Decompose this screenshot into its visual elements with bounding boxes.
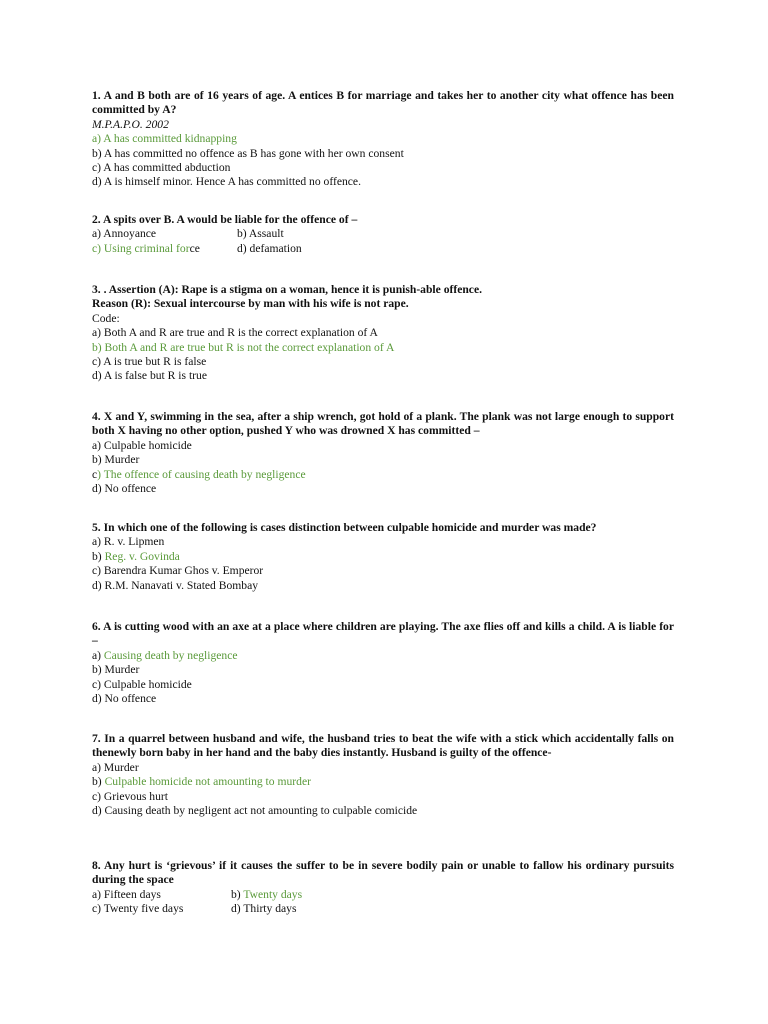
- option-c-green-part: c) Using criminal for: [92, 241, 190, 255]
- option-b: [92, 775, 674, 789]
- option-b-green-part: Reg. v. Govinda: [104, 549, 180, 563]
- option-a: [92, 649, 674, 663]
- option-a: a) Both A and R are true and R is the correct explanation of A: [92, 326, 378, 340]
- question-stem: 2. A spits over B. A would be liable for the offence of –: [92, 213, 358, 226]
- option-d: d) No offence: [92, 692, 157, 706]
- options-row: [92, 242, 674, 256]
- option-d: d) A is himself minor. Hence A has committed no offence.: [92, 175, 361, 189]
- options-row: [92, 227, 674, 241]
- option-d: d) Causing death by negligent act not amounting to culpable comicide: [92, 804, 418, 818]
- option-b: [231, 888, 302, 902]
- option-d: d) No offence: [92, 482, 157, 496]
- option-a: a) Fifteen days: [92, 887, 161, 901]
- options-row: [92, 888, 674, 902]
- question-3: [92, 283, 674, 384]
- option-d: d) A is false but R is true: [92, 369, 207, 383]
- question-2: [92, 213, 674, 256]
- option-d: d) Thirty days: [231, 902, 297, 916]
- question-8: [92, 859, 674, 917]
- option-b-plain-part: b): [92, 549, 105, 563]
- option-c-plain-part: c: [92, 467, 98, 481]
- option-b-green-part: Twenty days: [243, 887, 303, 901]
- question-stem: 1. A and B both are of 16 years of age. A entices B for marriage and takes her to another city what offence has been committed by A?: [92, 89, 674, 117]
- option-b: b) A has committed no offence as B has gone with her own consent: [92, 146, 404, 160]
- question-stem: 8. Any hurt is ‘grievous’ if it causes the suffer to be in severe bodily pain or unable to fallow his ordinary pursuits during the space: [92, 859, 674, 887]
- option-b-plain-part: b): [231, 887, 244, 901]
- option-b: b) Murder: [92, 453, 140, 467]
- option-c: c) Twenty five days: [92, 902, 184, 916]
- option-c: c) A is true but R is false: [92, 355, 207, 369]
- code-label: Code:: [92, 311, 120, 325]
- option-c-green-part: ) The offence of causing death by negligence: [97, 467, 306, 481]
- question-6: [92, 620, 674, 706]
- option-b: b) Murder: [92, 663, 140, 677]
- question-reason: Reason (R): Sexual intercourse by man with his wife is not rape.: [92, 297, 409, 311]
- option-c: c) Barendra Kumar Ghos v. Emperor: [92, 564, 264, 578]
- option-a-plain-part: a): [92, 648, 104, 662]
- option-b: b) Assault: [237, 227, 284, 241]
- option-b-plain-part: b): [92, 775, 105, 789]
- question-source: M.P.A.P.O. 2002: [92, 117, 169, 131]
- option-c: c) Grievous hurt: [92, 789, 168, 803]
- question-1: [92, 89, 674, 190]
- option-c: c) A has committed abduction: [92, 161, 231, 175]
- option-b: [92, 550, 674, 564]
- options-row: [92, 902, 674, 916]
- question-assertion: 3. . Assertion (A): Rape is a stigma on a woman, hence it is punish-able offence.: [92, 283, 482, 296]
- question-stem: 7. In a quarrel between husband and wife, the husband tries to beat the wife with a stick which accidentally falls on thenewly born baby in her hand and the baby dies instantly. Husband is guilty of the offence-: [92, 732, 674, 760]
- option-c-plain-part: ce: [189, 241, 200, 255]
- option-c: [92, 242, 237, 256]
- option-a: a) Culpable homicide: [92, 438, 192, 452]
- question-stem: 5. In which one of the following is cases distinction between culpable homicide and murder was made?: [92, 521, 597, 534]
- option-c: [92, 468, 674, 482]
- option-b: b) Both A and R are true but R is not the correct explanation of A: [92, 340, 395, 354]
- option-a: a) Annoyance: [92, 227, 157, 241]
- option-b-green-part: Culpable homicide not amounting to murder: [104, 775, 311, 789]
- option-a: a) A has committed kidnapping: [92, 132, 237, 146]
- question-stem: 6. A is cutting wood with an axe at a place where children are playing. The axe flies off and kills a child. A is liable for –: [92, 620, 674, 648]
- option-d: d) defamation: [237, 241, 302, 255]
- question-5: [92, 521, 674, 593]
- question-stem: 4. X and Y, swimming in the sea, after a ship wrench, got hold of a plank. The plank was not large enough to support both X having no other option, pushed Y who was drowned X has committed –: [92, 410, 674, 438]
- option-a: a) R. v. Lipmen: [92, 535, 165, 549]
- question-7: [92, 732, 674, 818]
- question-4: [92, 410, 674, 496]
- option-a-green-part: Causing death by negligence: [103, 648, 238, 662]
- option-c: c) Culpable homicide: [92, 677, 192, 691]
- option-d: d) R.M. Nanavati v. Stated Bombay: [92, 578, 259, 592]
- option-a: a) Murder: [92, 760, 139, 774]
